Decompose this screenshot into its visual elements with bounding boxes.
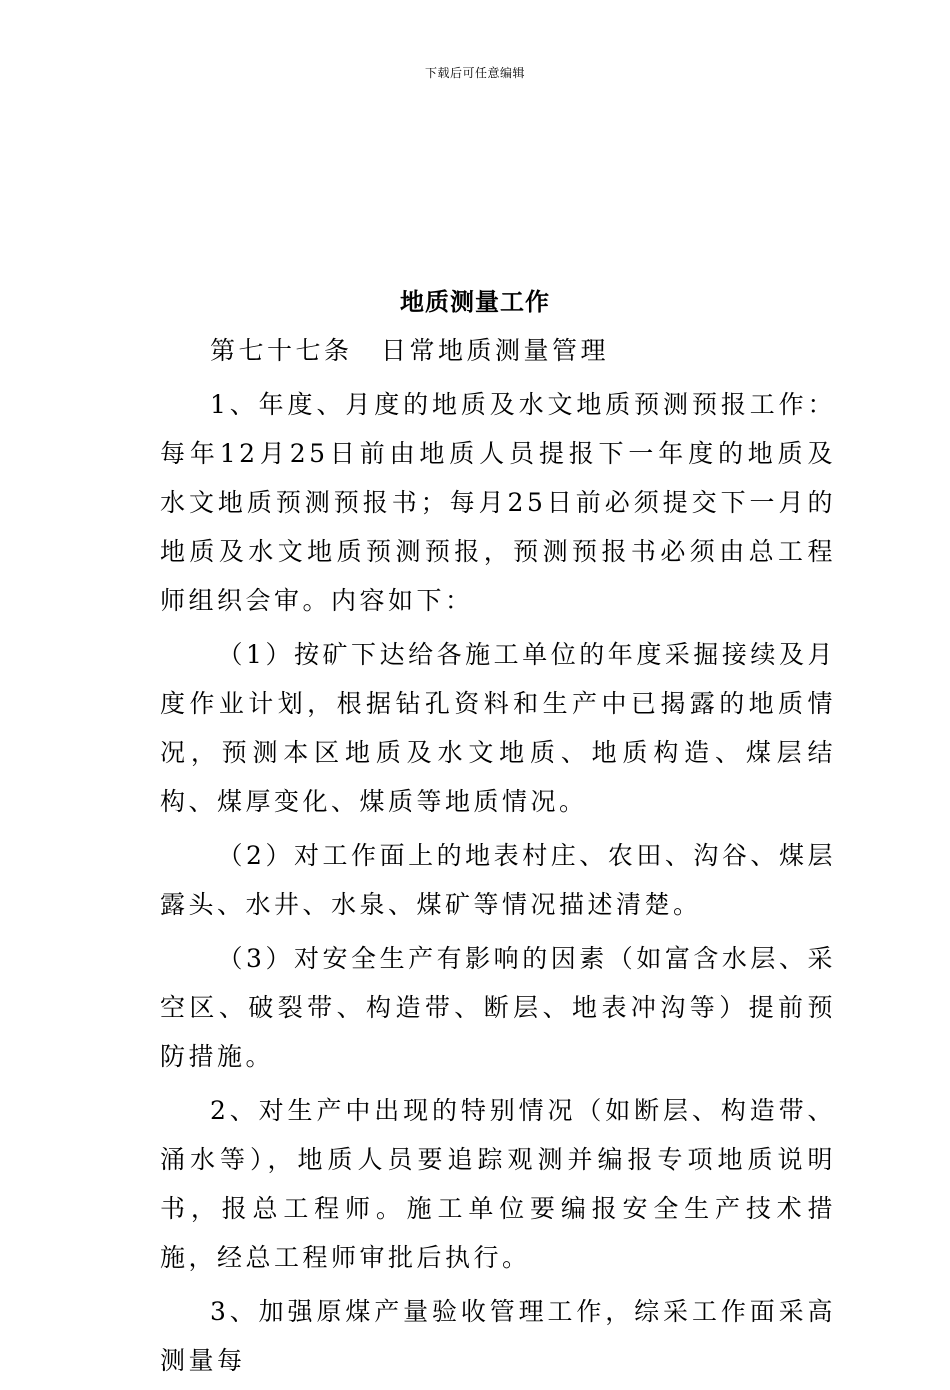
paragraph-item-3: 3、加强原煤产量验收管理工作，综采工作面采高测量每 [160, 1297, 836, 1375]
paragraph-subitem-1: （1）按矿下达给各施工单位的年度采掘接续及月度作业计划，根据钻孔资料和生产中已揭露的地质情况，预测本区地质及水文地质、地质构造、煤层结构、煤厚变化、煤质等地质情况。 [160, 640, 836, 816]
header-note: 下载后可任意编辑 [424, 66, 525, 80]
paragraph-item-1: 1、年度、月度的地质及水文地质预测预报工作：每年12月25日前由地质人员提报下一年度的地质及水文地质预测预报书；每月25日前必须提交下一月的地质及水文地质预测预报，预测预报书必须由总工程师组织会审。内容如下： [160, 390, 836, 615]
paragraph-item-2: 2、对生产中出现的特别情况（如断层、构造带、涌水等），地质人员要追踪观测并编报专项地质说明书，报总工程师。施工单位要编报安全生产技术措施，经总工程师审批后执行。 [160, 1096, 836, 1272]
document-title: 地质测量工作 [400, 288, 550, 316]
paragraph-subitem-2: （2）对工作面上的地表村庄、农田、沟谷、煤层露头、水井、水泉、煤矿等情况描述清楚。 [160, 841, 836, 919]
paragraph-subitem-3: （3）对安全生产有影响的因素（如富含水层、采空区、破裂带、构造带、断层、地表冲沟等）提前预防措施。 [160, 944, 836, 1071]
article-heading: 第七十七条 日常地质测量管理 [210, 336, 610, 365]
document-body [160, 326, 836, 1390]
